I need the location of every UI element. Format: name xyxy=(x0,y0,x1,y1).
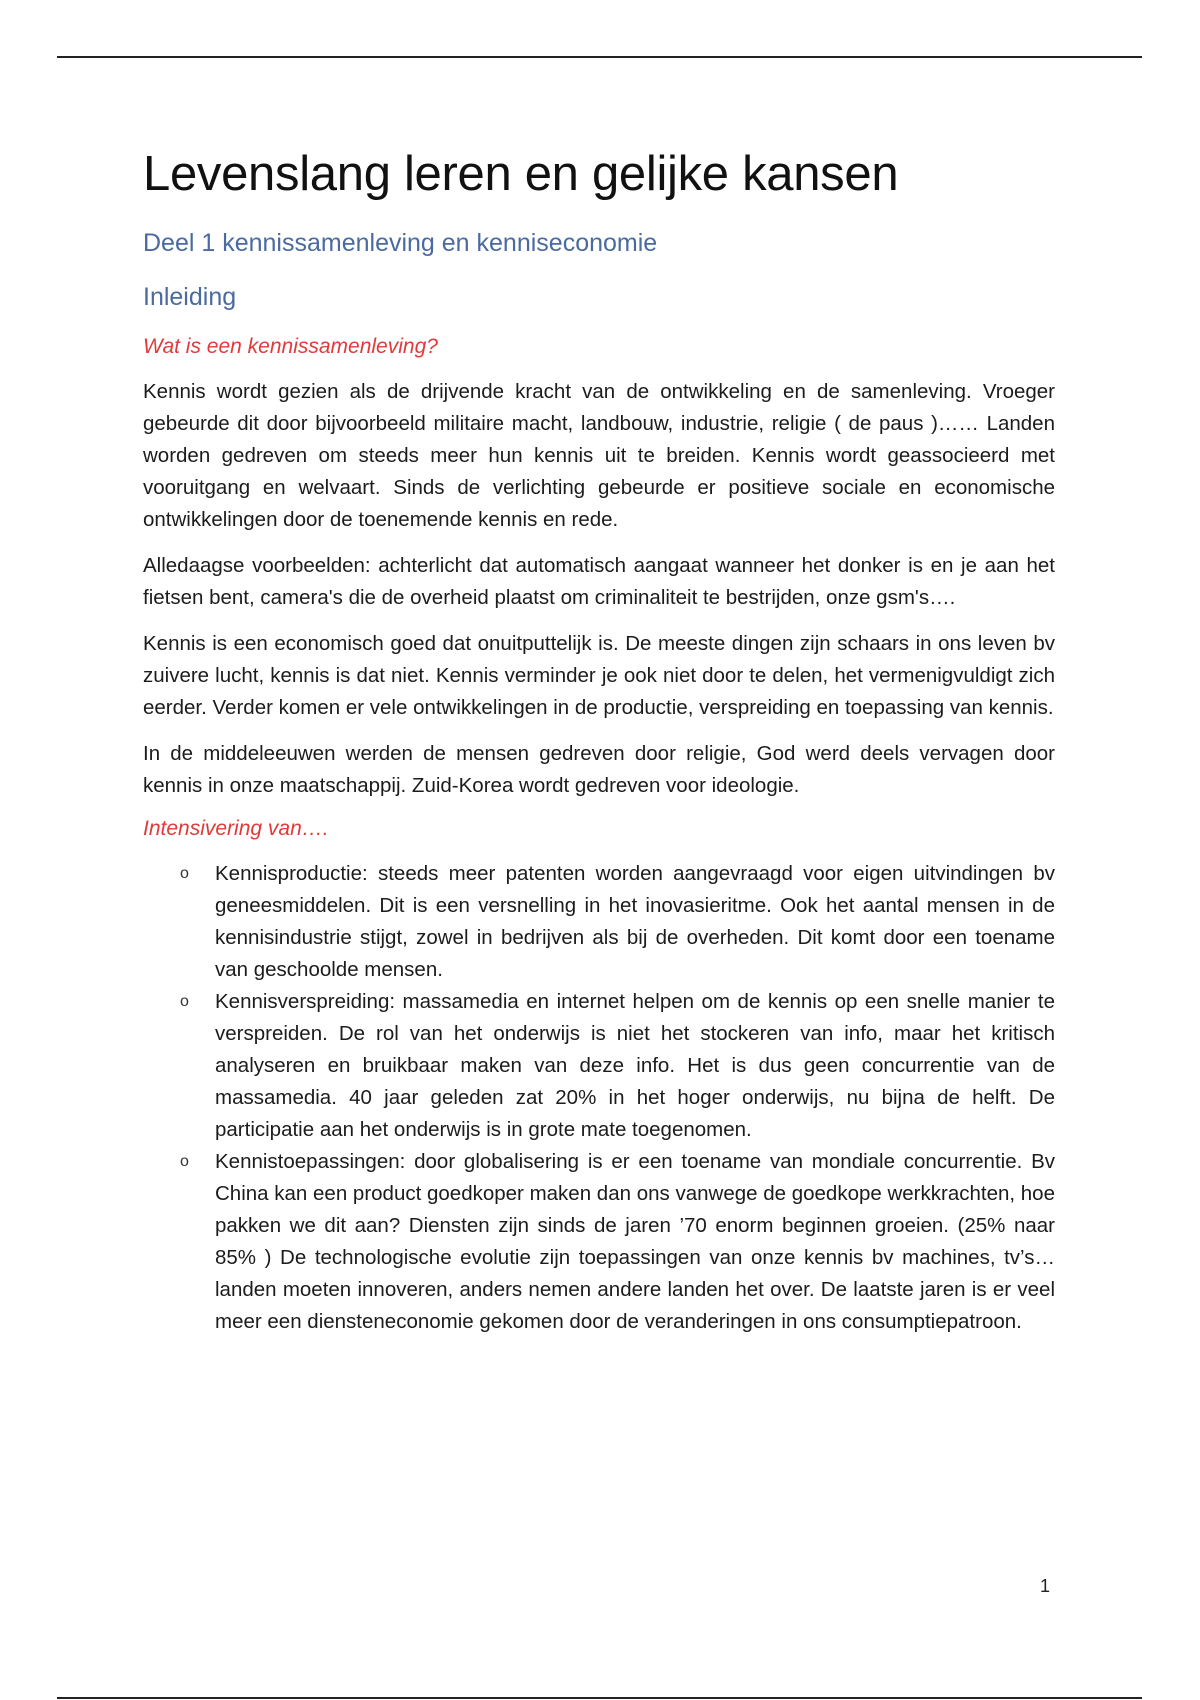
section-heading: Inleiding xyxy=(143,282,237,311)
page-title: Levenslang leren en gelijke kansen xyxy=(143,147,899,201)
list-item xyxy=(180,1146,1055,1338)
document-body xyxy=(143,148,1055,1338)
bullet-marker: o xyxy=(180,993,189,1011)
list-item-text: Kennisverspreiding: massamedia en internet helpen om de kennis op een snelle manier te verspreiden. De rol van het onderwijs is niet het stockeren van info, maar het kritisch analyseren en bruikbaar maken van deze info. Het is dus geen concurrentie van de massamedia. 40 jaar geleden zat 20% in het hoger onderwijs, nu bijna de helft. De participatie aan het onderwijs is in grote mate toegenomen. xyxy=(215,990,1055,1142)
list-item xyxy=(180,858,1055,986)
list-item-text: Kennisproductie: steeds meer patenten worden aangevraagd voor eigen uitvindingen bv geneesmiddelen. Dit is een versnelling in het inovasieritme. Ook het aantal mensen in de kennisindustrie stijgt, zowel in bedrijven als bij de overheden. Dit komt door een toename van geschoolde mensen. xyxy=(215,862,1055,982)
subheading-kennissamenleving: Wat is een kennissamenleving? xyxy=(143,334,438,358)
bullet-marker: o xyxy=(180,865,189,883)
footer-rule xyxy=(57,1697,1142,1699)
list-item-text: Kennistoepassingen: door globalisering is er een toename van mondiale concurrentie. Bv China kan een product goedkoper maken dan ons vanwege de goedkope werkkrachten, hoe pakken we dit aan? Diensten zijn sinds de jaren ’70 enorm beginnen groeien. (25% naar 85% ) De technologische evolutie zijn toepassingen van onze kennis bv machines, tv’s… landen moeten innoveren, anders nemen andere landen het over. De laatste jaren is er veel meer een diensteneconomie gekomen door de veranderingen in ons consumptiepatroon. xyxy=(215,1150,1055,1334)
bullet-marker: o xyxy=(180,1153,189,1171)
bullet-list xyxy=(143,858,1055,1338)
part-heading: Deel 1 kennissamenleving en kenniseconomie xyxy=(143,228,658,257)
paragraph: Kennis is een economisch goed dat onuitputtelijk is. De meeste dingen zijn schaars in ons leven bv zuivere lucht, kennis is dat niet. Kennis verminder je ook niet door te delen, het vermenigvuldigt zich eerder. Verder komen er vele ontwikkelingen in de productie, verspreiding en toepassing van kennis. xyxy=(143,632,1055,720)
paragraph: In de middeleeuwen werden de mensen gedreven door religie, God werd deels vervagen door kennis in onze maatschappij. Zuid-Korea wordt gedreven voor ideologie. xyxy=(143,742,1055,798)
paragraph: Kennis wordt gezien als de drijvende kracht van de ontwikkeling en de samenleving. Vroeger gebeurde dit door bijvoorbeeld militaire macht, landbouw, industrie, religie ( de paus )…… Landen worden gedreven om steeds meer hun kennis uit te breiden. Kennis wordt geassocieerd met vooruitgang en welvaart. Sinds de verlichting gebeurde er positieve sociale en economische ontwikkelingen door de toenemende kennis en rede. xyxy=(143,380,1055,532)
header-rule xyxy=(57,56,1142,58)
list-item xyxy=(180,986,1055,1146)
subheading-intensivering: Intensivering van…. xyxy=(143,817,329,841)
paragraph: Alledaagse voorbeelden: achterlicht dat automatisch aangaat wanneer het donker is en je aan het fietsen bent, camera's die de overheid plaatst om criminaliteit te bestrijden, onze gsm's…. xyxy=(143,554,1055,610)
page-number: 1 xyxy=(1040,1576,1051,1596)
